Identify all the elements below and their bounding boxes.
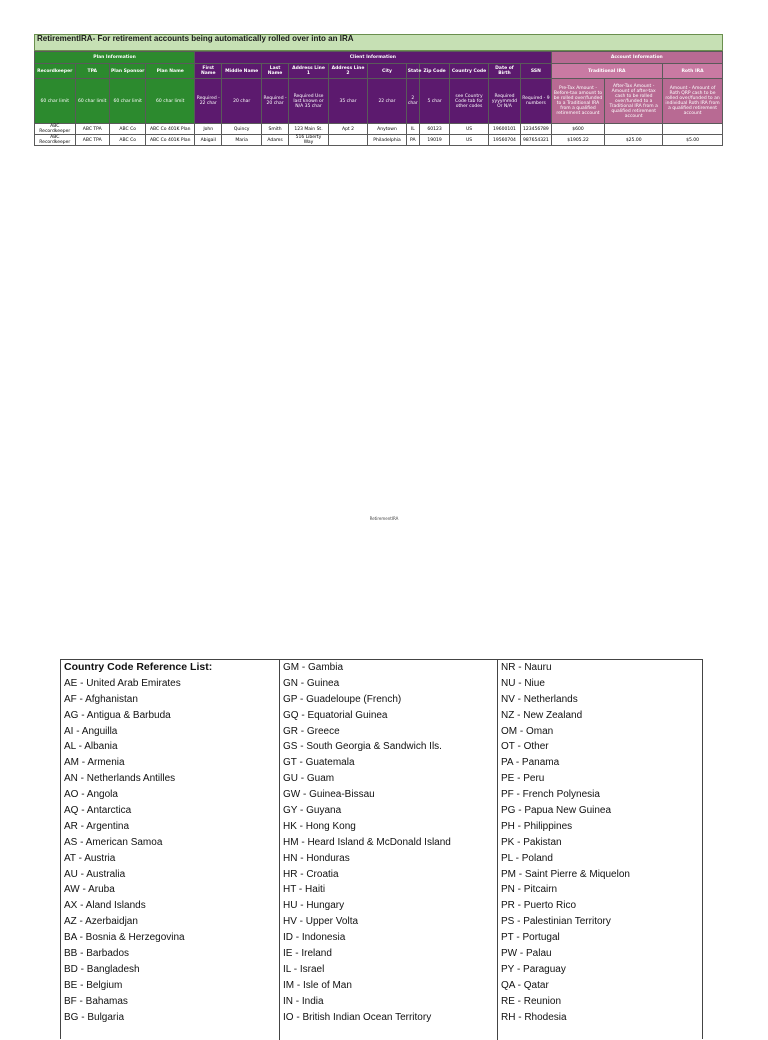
country-code-entry: AU - Australia — [64, 868, 126, 880]
country-code-entry: PH - Philippines — [501, 820, 573, 832]
header-middle-name: Middle Name — [222, 64, 262, 79]
table-cell[interactable]: Philadelphia — [368, 135, 406, 146]
country-code-entry: HK - Hong Kong — [283, 820, 356, 832]
data-rows — [35, 124, 723, 146]
country-code-entry: HM - Heard Island & McDonald Island — [283, 836, 451, 848]
country-code-entry: GS - South Georgia & Sandwich Ils. — [283, 741, 442, 753]
note-pre-tax-amount: Pre-Tax Amount - Before-tax amount to be rolled over/funded to a Traditional IRA from a qualified retirement account — [551, 79, 605, 124]
country-code-entry: AZ - Azerbaidjan — [64, 916, 138, 928]
table-cell[interactable]: US — [450, 135, 488, 146]
req-city: 22 char — [368, 79, 406, 124]
country-code-entry: AL - Albania — [64, 741, 118, 753]
country-code-entry: OT - Other — [501, 741, 549, 753]
req-date-of-birth: Required yyyymmdd Or N/A — [488, 79, 520, 124]
req-tpa: 60 char limit — [75, 79, 109, 124]
country-code-entry: GN - Guinea — [283, 677, 340, 689]
country-code-entry: AN - Netherlands Antilles — [64, 773, 176, 785]
country-code-entry: PG - Papua New Guinea — [501, 805, 612, 817]
table-cell[interactable]: 516 Liberty Way — [289, 135, 329, 146]
group-account-information: Account Information — [551, 52, 722, 64]
country-code-entry: QA - Qatar — [501, 979, 549, 991]
table-cell[interactable]: John — [195, 124, 222, 135]
country-code-entry: HU - Hungary — [283, 900, 345, 912]
country-code-entry: PF - French Polynesia — [501, 789, 600, 801]
country-code-entry: PS - Palestinian Territory — [501, 916, 611, 928]
header-date-of-birth: Date of Birth — [488, 64, 520, 79]
sheet-title: RetirementIRA- For retirement accounts being automatically rolled over into an IRA — [34, 34, 723, 51]
country-code-entry: PY - Paraguay — [501, 963, 566, 975]
header-city: City — [368, 64, 406, 79]
table-row — [35, 135, 723, 146]
header-zip-code: Zip Code — [419, 64, 449, 79]
country-code-entry: PL - Poland — [501, 852, 553, 864]
table-cell[interactable]: Apt 2 — [328, 124, 368, 135]
table-cell[interactable]: IL — [406, 124, 419, 135]
country-code-entry: PA - Panama — [501, 757, 560, 769]
header-plan-name: Plan Name — [146, 64, 195, 79]
header-last-name: Last Name — [261, 64, 288, 79]
country-code-entry: PW - Palau — [501, 948, 552, 960]
country-code-entry: BA - Bosnia & Herzegovina — [64, 932, 185, 944]
header-state: State — [406, 64, 419, 79]
table-cell[interactable]: ABC TPA — [75, 124, 109, 135]
country-code-entry: IN - India — [283, 995, 324, 1007]
table-cell[interactable]: ABC Recordkeeper — [35, 124, 76, 135]
country-list-title: Country Code Reference List: — [64, 661, 213, 673]
country-code-entry: AS - American Samoa — [64, 836, 163, 848]
country-code-entry: AI - Anguilla — [64, 725, 118, 737]
country-code-entry: AW - Aruba — [64, 884, 115, 896]
country-code-entry: BF - Bahamas — [64, 995, 128, 1007]
table-cell[interactable]: Abigail — [195, 135, 222, 146]
table-cell[interactable]: 19019 — [419, 135, 449, 146]
country-code-entry: AR - Argentina — [64, 820, 130, 832]
group-plan-information: Plan Information — [35, 52, 195, 64]
table-cell[interactable]: ABC Co 401K Plan — [146, 135, 195, 146]
country-code-entry: IE - Ireland — [283, 948, 332, 960]
table-cell[interactable]: 123456789 — [521, 124, 551, 135]
table-cell[interactable]: Anytown — [368, 124, 406, 135]
retirement-ira-sheet — [34, 34, 723, 146]
table-cell[interactable]: Quincy — [222, 124, 262, 135]
country-code-entry: BG - Bulgaria — [64, 1011, 125, 1023]
table-cell[interactable] — [663, 124, 723, 135]
country-code-entry: RE - Reunion — [501, 995, 562, 1007]
country-code-entry: AM - Armenia — [64, 757, 125, 769]
header-plan-sponsor: Plan Sponsor — [109, 64, 145, 79]
header-traditional-ira: Traditional IRA — [551, 64, 662, 79]
country-code-entry: GP - Guadeloupe (French) — [283, 693, 402, 705]
table-cell[interactable]: Adams — [261, 135, 288, 146]
country-code-entry: PK - Pakistan — [501, 836, 562, 848]
table-cell[interactable]: 987654321 — [521, 135, 551, 146]
country-code-entry: RH - Rhodesia — [501, 1011, 567, 1023]
table-cell[interactable]: $600 — [551, 124, 605, 135]
country-code-entry: AO - Angola — [64, 789, 118, 801]
country-code-entry: BB - Barbados — [64, 948, 130, 960]
border-gap — [703, 738, 705, 746]
country-code-entry: ID - Indonesia — [283, 932, 346, 944]
country-code-entry: AT - Austria — [64, 852, 116, 864]
country-code-entry: GU - Guam — [283, 773, 335, 785]
country-code-entry: GY - Guyana — [283, 805, 342, 817]
req-first-name: Required - 22 char — [195, 79, 222, 124]
country-code-entry: OM - Oman — [501, 725, 554, 737]
table-cell[interactable]: $25.00 — [605, 135, 663, 146]
table-cell[interactable]: 19560704 — [488, 135, 520, 146]
country-code-entry: GQ - Equatorial Guinea — [283, 709, 388, 721]
header-roth-ira: Roth IRA — [663, 64, 723, 79]
table-cell[interactable]: ABC Co 401K Plan — [146, 124, 195, 135]
country-code-entry: PR - Puerto Rico — [501, 900, 577, 912]
country-code-reference-list — [60, 659, 703, 1039]
country-code-entry: GR - Greece — [283, 725, 340, 737]
country-code-entry: AQ - Antarctica — [64, 805, 132, 817]
country-code-entry: HT - Haiti — [283, 884, 326, 896]
req-recordkeeper: 60 char limit — [35, 79, 76, 124]
req-zip-code: 5 char — [419, 79, 449, 124]
table-cell[interactable]: 123 Main St. — [289, 124, 329, 135]
country-code-entry: GT - Guatemala — [283, 757, 355, 769]
table-cell[interactable] — [328, 135, 368, 146]
country-code-entry: AF - Afghanistan — [64, 693, 138, 705]
header-address-line-2: Address Line 2 — [328, 64, 368, 79]
header-address-line-1: Address Line 1 — [289, 64, 329, 79]
country-code-entry: BE - Belgium — [64, 979, 123, 991]
header-tpa: TPA — [75, 64, 109, 79]
country-code-entry: HR - Croatia — [283, 868, 339, 880]
header-ssn: SSN — [521, 64, 551, 79]
table-cell[interactable]: ABC Co — [109, 135, 145, 146]
table-cell[interactable]: PA — [406, 135, 419, 146]
country-column-1 — [61, 660, 279, 1025]
table-cell[interactable]: ABC Recordkeeper — [35, 135, 76, 146]
table-row — [35, 124, 723, 135]
country-code-entry: HN - Honduras — [283, 852, 350, 864]
sheet-footer-label: RetirementIRA — [369, 516, 399, 521]
country-code-entry: NV - Netherlands — [501, 693, 578, 705]
table-cell[interactable]: 19600101 — [488, 124, 520, 135]
country-code-entry: PM - Saint Pierre & Miquelon — [501, 868, 630, 880]
req-last-name: Required - 20 char — [261, 79, 288, 124]
table-cell[interactable]: Smith — [261, 124, 288, 135]
req-ssn: Required - 9 numbers — [521, 79, 551, 124]
req-plan-name: 60 char limit — [146, 79, 195, 124]
req-middle-name: 20 char — [222, 79, 262, 124]
country-code-entry: AX - Aland Islands — [64, 900, 146, 912]
country-code-entry: AG - Antigua & Barbuda — [64, 709, 171, 721]
country-code-entry: AE - United Arab Emirates — [64, 677, 181, 689]
group-client-information: Client Information — [195, 52, 552, 64]
req-address-line-2: 35 char — [328, 79, 368, 124]
req-country-code: see Country Code tab for other codes — [450, 79, 488, 124]
table-cell[interactable]: 60123 — [419, 124, 449, 135]
table-cell[interactable]: $1905.22 — [551, 135, 605, 146]
country-code-entry: BD - Bangladesh — [64, 963, 140, 975]
table-cell[interactable]: ABC TPA — [75, 135, 109, 146]
table-cell[interactable]: ABC Co — [109, 124, 145, 135]
req-state: 2 char — [406, 79, 419, 124]
country-code-entry: HV - Upper Volta — [283, 916, 359, 928]
account-table — [34, 51, 723, 146]
note-roth-amount: Amount - Amount of Roth QRP cash to be rolled over/funded to an individual Roth IRA from a qualified retirement account — [663, 79, 723, 124]
header-recordkeeper: Recordkeeper — [35, 64, 76, 79]
table-cell[interactable]: Maria — [222, 135, 262, 146]
note-after-tax-amount: After-Tax Amount - Amount of after-tax cash to be rolled over/funded to a Traditional IRA from a qualified retirement account — [605, 79, 663, 124]
country-code-entry: NU - Niue — [501, 677, 545, 689]
country-code-entry: PT - Portugal — [501, 932, 560, 944]
table-cell[interactable]: US — [450, 124, 488, 135]
country-code-entry: IL - Israel — [283, 963, 325, 975]
country-code-entry: IM - Isle of Man — [283, 979, 352, 991]
country-code-entry: PN - Pitcairn — [501, 884, 558, 896]
header-first-name: First Name — [195, 64, 222, 79]
table-cell[interactable]: $5.00 — [663, 135, 723, 146]
country-code-entry: IO - British Indian Ocean Territory — [283, 1011, 432, 1023]
country-code-entry: NR - Nauru — [501, 662, 552, 673]
country-column-3 — [497, 660, 705, 1040]
country-code-entry: GW - Guinea-Bissau — [283, 789, 375, 801]
table-cell[interactable] — [605, 124, 663, 135]
country-column-2 — [279, 660, 498, 1040]
country-code-entry: GM - Gambia — [283, 662, 344, 673]
header-country-code: Country Code — [450, 64, 488, 79]
country-code-entry: NZ - New Zealand — [501, 709, 583, 721]
req-address-line-1: Required Use last known or N/A 35 char — [289, 79, 329, 124]
country-code-entry: PE - Peru — [501, 773, 545, 785]
req-plan-sponsor: 60 char limit — [109, 79, 145, 124]
